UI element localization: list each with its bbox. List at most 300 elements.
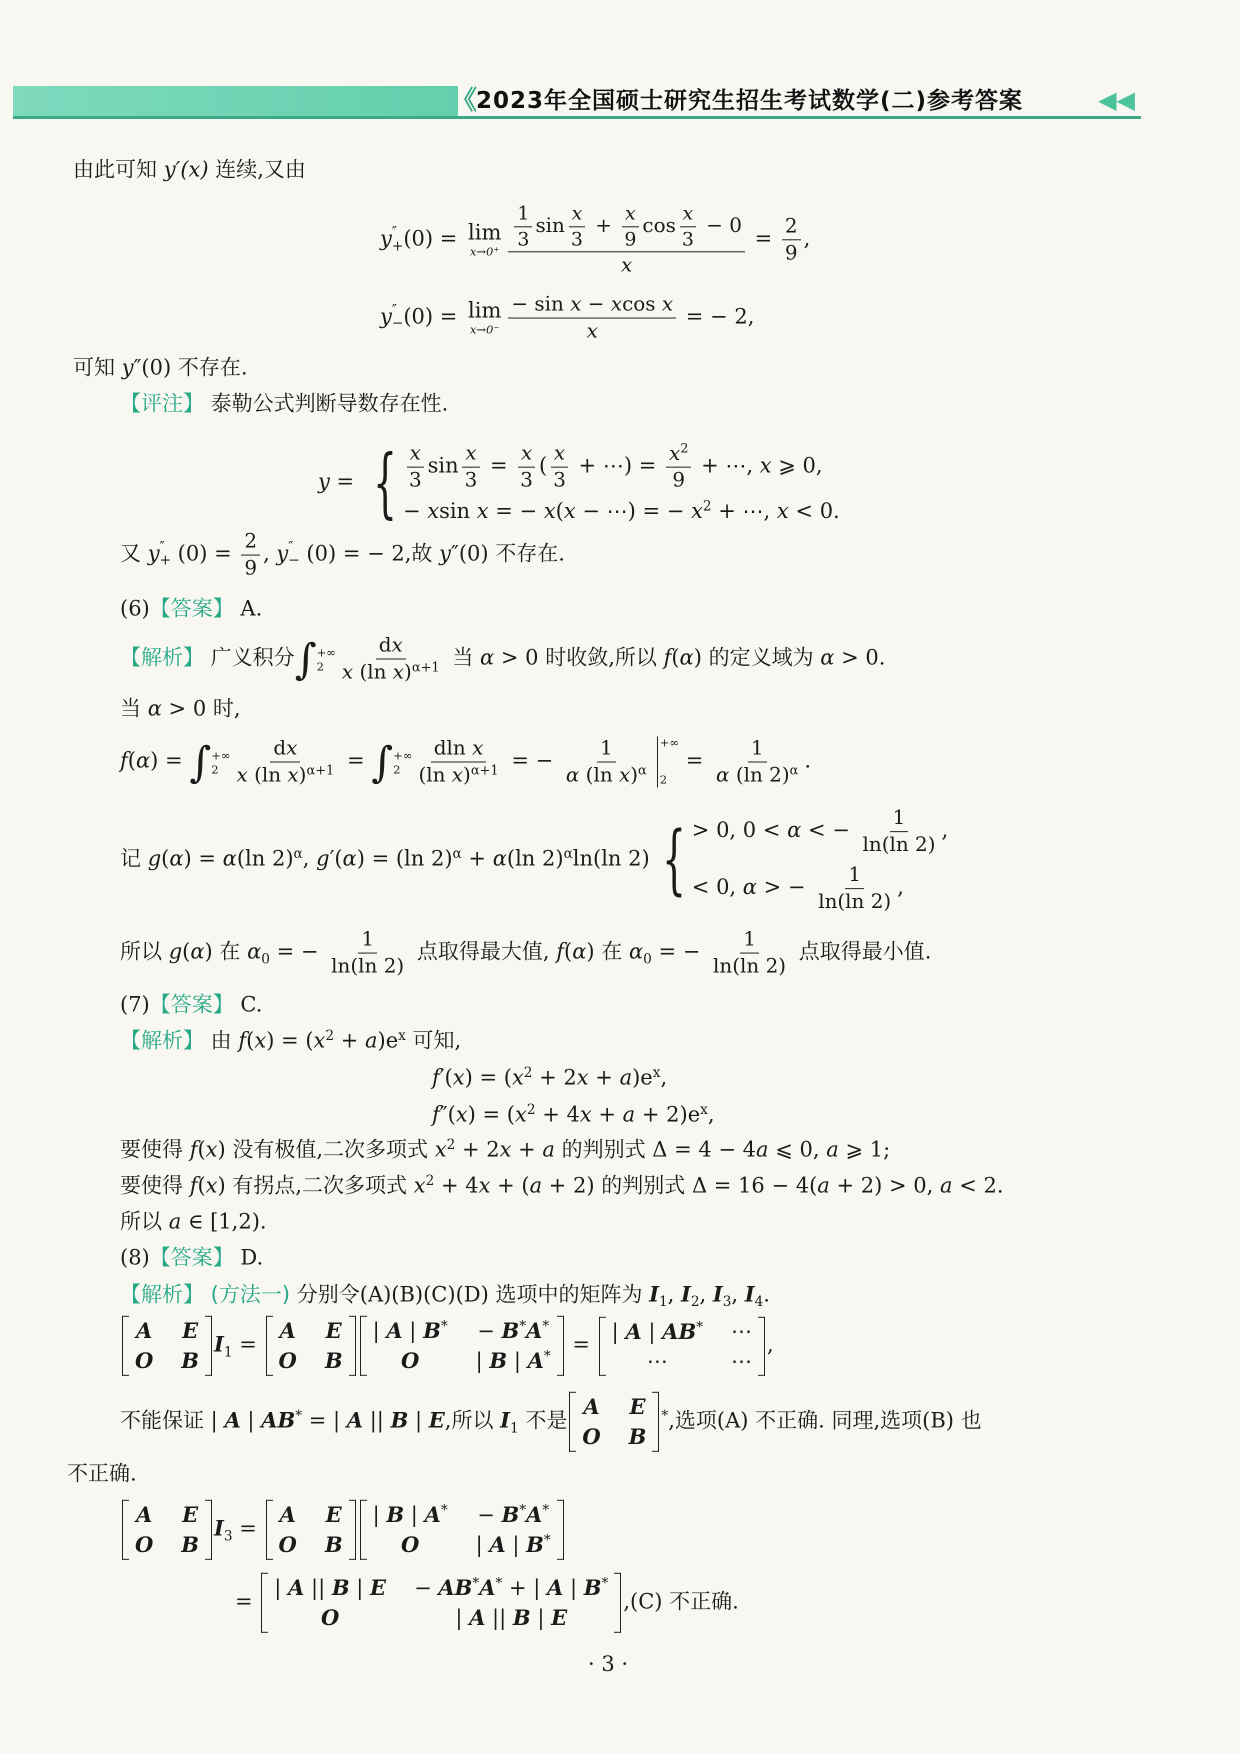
text-run: , bbox=[897, 874, 904, 899]
text-run: ⋯ bbox=[731, 1348, 753, 1373]
math-symbol: α bbox=[222, 846, 237, 871]
math-symbol: f bbox=[189, 1173, 198, 1198]
math-symbol: x bbox=[586, 318, 598, 343]
text-run: ) = ( bbox=[464, 1065, 512, 1090]
matrix bbox=[266, 1316, 356, 1376]
text-run: ⩽ 0, bbox=[768, 1137, 827, 1162]
matrix-symbol: A bbox=[288, 1574, 305, 1600]
superscript: x bbox=[700, 1102, 708, 1119]
left-bracket bbox=[122, 1500, 129, 1560]
matrix-symbol: O bbox=[321, 1605, 340, 1630]
math-symbol: x bbox=[511, 1065, 524, 1090]
left-bracket bbox=[360, 1500, 367, 1560]
text-line bbox=[120, 1281, 770, 1310]
denominator bbox=[584, 319, 601, 344]
math-symbol: x bbox=[619, 762, 631, 787]
text-run: (ln bbox=[247, 762, 288, 787]
matrix-cell bbox=[476, 1348, 551, 1374]
text-run: D. bbox=[233, 1245, 264, 1270]
matrix-symbol: A bbox=[526, 1317, 543, 1343]
matrix-cell bbox=[583, 1394, 599, 1420]
text-run: A. bbox=[233, 596, 263, 621]
text-run: (ln bbox=[579, 762, 620, 787]
text-run: | bbox=[505, 1533, 527, 1557]
matrix-cell bbox=[321, 1605, 339, 1631]
text-line bbox=[120, 1209, 267, 1234]
superscript: ″ bbox=[391, 302, 397, 319]
text-run: )e bbox=[632, 1065, 653, 1090]
math-symbol: a bbox=[826, 1137, 839, 1162]
matrix-cell bbox=[280, 1318, 296, 1344]
integral-sign-icon: ∫ bbox=[371, 737, 394, 786]
text-run: 所以 bbox=[120, 1209, 169, 1234]
text-run: 3 bbox=[520, 467, 533, 492]
text-line bbox=[120, 806, 948, 914]
matrix bbox=[122, 1316, 212, 1376]
left-bracket bbox=[261, 1573, 268, 1633]
math-symbol: a bbox=[756, 1137, 769, 1162]
text-run: . bbox=[763, 1282, 770, 1307]
math-symbol: x bbox=[409, 440, 421, 465]
superscript: ″ bbox=[288, 539, 294, 556]
math-symbol: α bbox=[716, 762, 730, 787]
text-run: 不正确. bbox=[67, 1461, 137, 1486]
integral bbox=[294, 634, 336, 683]
math-symbol: x bbox=[236, 762, 248, 787]
text-run: , bbox=[263, 541, 277, 566]
text-run: + bbox=[461, 846, 493, 871]
text-run: − ⋯) = − bbox=[575, 499, 692, 524]
right-bracket bbox=[758, 1316, 765, 1375]
math-symbol: α bbox=[169, 846, 184, 871]
right-bracket bbox=[614, 1573, 621, 1633]
math-symbol: x bbox=[205, 1137, 218, 1162]
subscript: 0 bbox=[261, 951, 270, 968]
denominator bbox=[241, 556, 260, 581]
matrix-symbol: E bbox=[370, 1574, 387, 1600]
superscript: α+1 bbox=[411, 660, 440, 676]
matrix-symbol: A bbox=[469, 1605, 486, 1630]
matrix-cell bbox=[476, 1532, 551, 1558]
text-run: ) 有拐点,二次多项式 bbox=[217, 1173, 414, 1198]
numerator bbox=[551, 442, 568, 468]
text-run: + 2 bbox=[532, 1065, 577, 1090]
matrix-symbol: B bbox=[181, 1532, 200, 1557]
text-run: ″( bbox=[439, 1102, 456, 1127]
text-run: + bbox=[591, 1102, 623, 1127]
math-symbol: a bbox=[365, 1028, 378, 1053]
subscript: 3 bbox=[223, 1528, 233, 1545]
text-run: = − bbox=[488, 499, 544, 524]
fraction bbox=[860, 806, 939, 857]
matrix-symbol: I bbox=[214, 1331, 224, 1357]
math-symbol: y bbox=[318, 469, 330, 494]
text-run: 9 bbox=[672, 467, 686, 492]
evaluation-limits bbox=[658, 737, 679, 787]
matrix bbox=[569, 1392, 659, 1452]
math-symbol: x bbox=[691, 499, 703, 524]
text-run: | bbox=[507, 1349, 528, 1373]
superscript: * bbox=[440, 1318, 448, 1335]
matrix bbox=[266, 1500, 356, 1560]
math-symbol: α bbox=[565, 762, 580, 787]
math-symbol: x bbox=[570, 291, 582, 316]
left-brace-icon: { bbox=[372, 438, 397, 527]
right-bracket bbox=[557, 1500, 564, 1560]
matrix-symbol: A bbox=[583, 1393, 600, 1419]
matrix-symbol: O bbox=[400, 1348, 420, 1373]
subscript: − bbox=[391, 316, 404, 332]
text-run: , bbox=[731, 1282, 745, 1307]
text-run: = − 2, bbox=[679, 304, 755, 329]
math-symbol: x bbox=[776, 499, 789, 524]
text-run: 3 bbox=[553, 467, 566, 492]
math-symbol: x bbox=[759, 453, 772, 478]
matrix-cell bbox=[647, 1349, 668, 1374]
text-run: d bbox=[273, 735, 287, 760]
matrix-symbol: E bbox=[551, 1605, 568, 1630]
text-run: + | bbox=[502, 1575, 548, 1600]
text-run: 1 bbox=[599, 735, 613, 760]
text-run: < 2. bbox=[952, 1173, 1004, 1198]
text-run: ) 在 bbox=[586, 939, 629, 964]
left-bracket bbox=[360, 1316, 367, 1376]
text-run: 可知, bbox=[405, 1028, 462, 1053]
text-run: ,选项(A) 不正确. 同理,选项(B) 也 bbox=[668, 1408, 982, 1433]
math-symbol: x bbox=[521, 440, 533, 465]
denominator bbox=[406, 468, 425, 493]
text-run: ( bbox=[671, 645, 680, 670]
text-run: , bbox=[941, 818, 949, 843]
denominator bbox=[860, 832, 939, 857]
section-label: 【解析】 bbox=[120, 1028, 204, 1053]
fraction bbox=[679, 202, 697, 250]
matrix-symbol: B bbox=[583, 1574, 602, 1600]
math-symbol: x bbox=[515, 1102, 527, 1127]
text-run: = − bbox=[651, 939, 708, 964]
text-run: | bbox=[641, 1319, 663, 1344]
math-symbol: a bbox=[619, 1065, 633, 1090]
text-run: sin bbox=[427, 453, 459, 478]
text-run: ) 的定义域为 bbox=[693, 645, 821, 670]
text-run: ) 没有极值,二次多项式 bbox=[217, 1137, 435, 1162]
numerator bbox=[890, 806, 909, 832]
text-run: 不能保证 | bbox=[120, 1408, 225, 1433]
text-run: > 0 时, bbox=[161, 696, 241, 721]
text-run: + bbox=[588, 1065, 620, 1090]
math-symbol: x bbox=[452, 1065, 465, 1090]
text-run: (ln 2) bbox=[506, 846, 564, 871]
text-run: 3 bbox=[408, 467, 422, 492]
numerator bbox=[270, 737, 300, 763]
text-run: cos bbox=[642, 213, 676, 238]
text-run: ( bbox=[197, 1137, 206, 1162]
math-symbol: α bbox=[572, 939, 587, 964]
text-run: = | bbox=[302, 1408, 347, 1433]
fraction bbox=[514, 202, 532, 250]
text-line bbox=[120, 737, 811, 788]
text-run: | bbox=[530, 1606, 552, 1630]
text-run: (8) bbox=[120, 1245, 150, 1270]
denominator bbox=[713, 762, 801, 787]
text-run: = − bbox=[504, 748, 560, 773]
denominator bbox=[517, 468, 536, 493]
text-run: | bbox=[408, 1408, 429, 1433]
numerator bbox=[666, 442, 692, 468]
matrix-grid bbox=[606, 1316, 758, 1375]
math-symbol: α bbox=[190, 939, 205, 964]
piecewise-rows bbox=[692, 806, 948, 914]
text-run: − 0 bbox=[699, 213, 742, 238]
integral-limits bbox=[211, 748, 231, 777]
text-run: 1 bbox=[517, 202, 530, 225]
integral-limits bbox=[316, 645, 336, 674]
text-run: ) bbox=[404, 659, 412, 684]
matrix-symbol: A bbox=[489, 1532, 506, 1557]
math-symbol: f bbox=[120, 748, 128, 773]
numerator bbox=[376, 634, 406, 660]
denominator bbox=[514, 227, 532, 251]
math-symbol: f bbox=[189, 1137, 198, 1162]
matrix-symbol: A bbox=[527, 1348, 544, 1373]
text-run: | bbox=[475, 1349, 490, 1373]
text-run: − bbox=[414, 1575, 439, 1600]
math-symbol: x bbox=[205, 1173, 218, 1198]
matrix-symbol: E bbox=[325, 1317, 342, 1343]
text-line bbox=[120, 1245, 263, 1270]
text-run: + bbox=[588, 213, 619, 238]
fraction bbox=[339, 634, 443, 685]
text-line bbox=[120, 530, 565, 581]
text-run: d bbox=[378, 632, 392, 657]
superscript: α+1 bbox=[470, 763, 499, 779]
right-bracket bbox=[349, 1316, 356, 1376]
text-run: | bbox=[372, 1502, 387, 1527]
text-run: 9 bbox=[624, 228, 637, 251]
subscript: − bbox=[288, 553, 300, 569]
numerator bbox=[508, 202, 745, 252]
matrix-cell bbox=[279, 1348, 297, 1374]
text-run: , bbox=[803, 226, 811, 251]
text-run: 分别令(A)(B)(C)(D) 选项中的矩阵为 bbox=[296, 1282, 650, 1307]
text-run: ⋯ bbox=[731, 1318, 753, 1343]
text-run: 1 bbox=[892, 805, 906, 830]
text-run: ) = bbox=[150, 748, 190, 773]
matrix-symbol: O bbox=[278, 1348, 297, 1373]
math-symbol: x bbox=[476, 499, 489, 524]
matrix-cell bbox=[182, 1318, 198, 1344]
text-run: = bbox=[232, 1516, 264, 1541]
subscript: 0 bbox=[643, 951, 652, 968]
integral-sign-icon: ∫ bbox=[189, 737, 212, 786]
superscript: α bbox=[452, 846, 462, 862]
text-run: + ⋯, bbox=[694, 453, 760, 478]
section-label: 【答案】 bbox=[149, 1245, 234, 1270]
matrix-cell bbox=[182, 1502, 198, 1528]
matrix-cell bbox=[414, 1575, 608, 1601]
text-line bbox=[120, 634, 885, 685]
matrix-symbol: B bbox=[181, 1348, 200, 1373]
math-symbol: y bbox=[276, 541, 289, 566]
superscript: α bbox=[638, 763, 647, 779]
superscript: * bbox=[601, 1575, 609, 1592]
matrix-symbol: A bbox=[346, 1407, 364, 1433]
superscript: 2 bbox=[425, 1173, 435, 1190]
text-run: ( bbox=[538, 453, 548, 478]
upper-limit: +∞ bbox=[659, 735, 680, 750]
text-run: ⩾ 1; bbox=[838, 1137, 891, 1162]
piecewise-row bbox=[692, 806, 948, 857]
matrix-symbol: E bbox=[629, 1393, 646, 1419]
math-symbol: x bbox=[499, 1137, 512, 1162]
text-run: ) bbox=[463, 762, 471, 787]
text-run: ) = (ln 2) bbox=[356, 846, 453, 871]
integral bbox=[371, 737, 413, 786]
math-symbol: y bbox=[380, 226, 392, 251]
text-run: 1 bbox=[743, 926, 756, 951]
limit bbox=[468, 220, 501, 259]
text-run: + 4 bbox=[434, 1173, 479, 1198]
matrix-cell bbox=[612, 1318, 703, 1344]
superscript: ″ bbox=[159, 539, 165, 556]
superscript: α bbox=[293, 846, 303, 862]
math-symbol: y bbox=[439, 541, 451, 566]
text-run: (0) = bbox=[403, 304, 465, 329]
text-run: = bbox=[340, 748, 372, 773]
text-run: ln(ln 2) bbox=[818, 888, 892, 913]
text-line bbox=[120, 1173, 1004, 1199]
matrix-symbol: I bbox=[681, 1281, 691, 1307]
text-run: ( bbox=[182, 939, 191, 964]
math-symbol: x bbox=[472, 735, 484, 760]
numerator bbox=[597, 737, 616, 763]
denominator bbox=[339, 659, 443, 684]
text-run: 所以 bbox=[120, 939, 169, 964]
matrix-symbol: B bbox=[331, 1574, 350, 1600]
lower-limit: 2 bbox=[316, 659, 324, 674]
text-run: + ( bbox=[490, 1173, 530, 1198]
math-symbol: y bbox=[147, 541, 160, 566]
text-run: + 4 bbox=[535, 1102, 580, 1127]
math-symbol: α bbox=[679, 645, 694, 670]
text-run: ″(0) 不存在. bbox=[133, 355, 248, 380]
math-symbol: y bbox=[380, 304, 392, 329]
text-run: ) 在 bbox=[204, 939, 248, 964]
fraction bbox=[815, 863, 894, 914]
matrix-symbol: A bbox=[136, 1317, 153, 1343]
numerator bbox=[680, 202, 697, 227]
math-symbol: α bbox=[135, 748, 151, 773]
text-run: < 0, bbox=[691, 874, 743, 899]
text-run: = bbox=[565, 1332, 597, 1357]
text-run: + 2) > 0, bbox=[829, 1173, 940, 1198]
page-number: · 3 · bbox=[588, 1652, 629, 1676]
superscript: * bbox=[696, 1318, 704, 1335]
fraction bbox=[328, 928, 407, 979]
text-run: sin bbox=[439, 499, 477, 524]
matrix-symbol: O bbox=[135, 1532, 154, 1557]
text-run: + ⋯) = bbox=[571, 453, 663, 478]
math-symbol: x bbox=[610, 291, 623, 316]
numerator bbox=[241, 530, 260, 556]
text-run: )e bbox=[377, 1028, 399, 1053]
text-run: (0) = bbox=[171, 541, 239, 566]
matrix-grid bbox=[129, 1500, 205, 1560]
matrix-cell bbox=[325, 1348, 343, 1374]
matrix-symbol: I bbox=[214, 1515, 224, 1541]
text-run: + ⋯, bbox=[711, 499, 777, 524]
left-bracket bbox=[266, 1500, 273, 1560]
numerator bbox=[358, 928, 377, 954]
superscript: 2 bbox=[702, 498, 712, 515]
superscript: * bbox=[495, 1575, 503, 1592]
superscript: * bbox=[472, 1575, 480, 1592]
text-run: , bbox=[667, 1282, 682, 1307]
text-run: | bbox=[475, 1533, 490, 1557]
math-symbol: a bbox=[622, 1102, 636, 1127]
denominator bbox=[669, 468, 688, 493]
integral-sign-icon: ∫ bbox=[294, 634, 317, 683]
text-run: 可知 bbox=[73, 355, 122, 380]
matrix-cell bbox=[280, 1502, 296, 1528]
text-run: 要使得 bbox=[120, 1173, 190, 1198]
right-bracket bbox=[652, 1392, 659, 1452]
matrix-symbol: O bbox=[278, 1532, 297, 1557]
text-run: dln bbox=[433, 735, 473, 760]
fraction bbox=[563, 737, 650, 788]
matrix-symbol: A bbox=[547, 1574, 564, 1600]
text-run: 当 bbox=[445, 645, 481, 670]
text-run: 的判别式 Δ = 4 − 4 bbox=[554, 1137, 757, 1162]
text-run: (ln bbox=[353, 659, 393, 684]
matrix-cell bbox=[181, 1532, 199, 1558]
text-run: (0) = − 2,故 bbox=[299, 541, 440, 566]
limit-operator: lim bbox=[468, 298, 502, 323]
matrix-grid bbox=[129, 1316, 205, 1376]
fraction bbox=[508, 293, 676, 344]
text-run: ( bbox=[161, 846, 170, 871]
lower-limit: 2 bbox=[393, 762, 401, 777]
header-bar bbox=[13, 86, 1141, 119]
text-run: 1 bbox=[361, 926, 375, 951]
math-symbol: x bbox=[413, 1173, 426, 1198]
superscript: x bbox=[652, 1065, 661, 1082]
math-symbol: x bbox=[434, 1137, 447, 1162]
fraction bbox=[241, 530, 260, 581]
matrix-symbol: E bbox=[325, 1501, 342, 1527]
math-symbol: a bbox=[817, 1173, 830, 1198]
math-symbol: x bbox=[451, 762, 464, 787]
matrix-symbol: A bbox=[279, 1317, 296, 1343]
text-line bbox=[120, 696, 241, 721]
text-run: ) = bbox=[183, 846, 223, 871]
matrix-cell bbox=[326, 1502, 342, 1528]
text-line bbox=[67, 1461, 137, 1486]
math-symbol: g bbox=[316, 846, 330, 871]
text-line bbox=[235, 1573, 739, 1633]
denominator bbox=[782, 241, 801, 266]
superscript: * bbox=[542, 1502, 550, 1519]
text-run: | bbox=[372, 1318, 387, 1343]
text-run: ) = ( bbox=[467, 1102, 516, 1127]
fraction bbox=[568, 202, 586, 250]
superscript: 2 bbox=[526, 1102, 536, 1119]
math-symbol: a bbox=[939, 1173, 953, 1198]
subscript: 2 bbox=[690, 1294, 700, 1311]
denominator bbox=[618, 253, 635, 278]
math-symbol: x bbox=[391, 632, 403, 657]
math-symbol: x bbox=[313, 1028, 326, 1053]
